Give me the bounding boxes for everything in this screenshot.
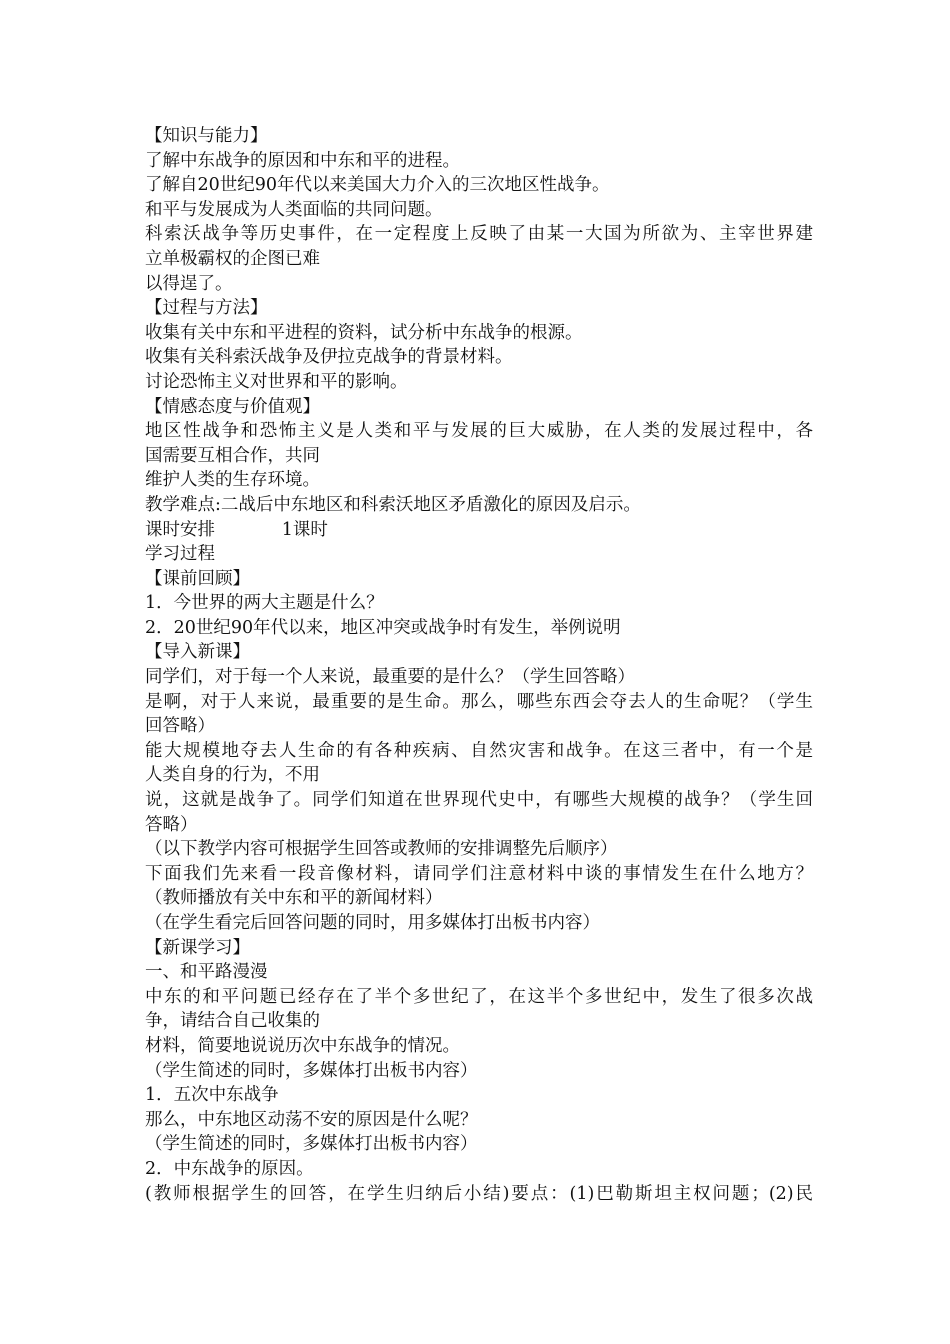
document-line: （学生简述的同时，多媒体打出板书内容） (145, 1134, 478, 1155)
document-line: 科索沃战争等历史事件，在一定程度上反映了由某一大国为所欲为、主宰世界建 (145, 224, 813, 245)
document-line: （以下教学内容可根据学生回答或教师的安排调整先后顺序） (145, 839, 618, 860)
document-line: 了解自20世纪90年代以来美国大力介入的三次地区性战争。 (145, 175, 610, 196)
document-line: 2．20世纪90年代以来，地区冲突或战争时有发生，举例说明 (145, 617, 621, 638)
document-line: 【导入新课】 (145, 642, 250, 663)
document-line: 1．五次中东战争 (145, 1085, 279, 1106)
document-line: 【新课学习】 (145, 937, 250, 958)
document-line: 和平与发展成为人类面临的共同问题。 (145, 199, 443, 220)
document-line: 教学难点:二战后中东地区和科索沃地区矛盾激化的原因及启示。 (145, 494, 641, 515)
document-line: 回答略） (145, 716, 215, 737)
document-line: 材料，简要地说说历次中东战争的情况。 (145, 1035, 460, 1056)
document-line: （教师播放有关中东和平的新闻材料） (145, 888, 443, 909)
document-line: 争，请结合自己收集的 (145, 1011, 320, 1032)
document-line: 一、和平路漫漫 (145, 962, 268, 983)
document-line: 国需要互相合作，共同 (145, 445, 320, 466)
document-line: 了解中东战争的原因和中东和平的进程。 (145, 150, 460, 171)
document-line: (教师根据学生的回答，在学生归纳后小结)要点：(1)巴勒斯坦主权问题；(2)民 (145, 1183, 813, 1204)
document-line: 人类自身的行为，不用 (145, 765, 320, 786)
document-line: 是啊，对于人来说，最重要的是生命。那么，哪些东西会夺去人的生命呢？（学生 (145, 691, 813, 712)
document-line: 【情感态度与价值观】 (145, 396, 320, 417)
document-line: 以得逞了。 (145, 273, 233, 294)
document-line: 【过程与方法】 (145, 298, 268, 319)
document-line: 1．今世界的两大主题是什么？ (145, 593, 384, 614)
document-line: 说，这就是战争了。同学们知道在世界现代史中，有哪些大规模的战争？（学生回 (145, 790, 813, 811)
document-line: 【课前回顾】 (145, 568, 250, 589)
document-line: 地区性战争和恐怖主义是人类和平与发展的巨大威胁，在人类的发展过程中，各 (145, 421, 813, 442)
document-line: 答略） (145, 814, 198, 835)
document-line: 学习过程 (145, 544, 215, 565)
document-line: （学生简述的同时，多媒体打出板书内容） (145, 1060, 478, 1081)
document-line: 2．中东战争的原因。 (145, 1158, 314, 1179)
document-line: 那么，中东地区动荡不安的原因是什么呢？ (145, 1109, 478, 1130)
document-body (145, 124, 813, 1206)
document-line: 收集有关中东和平进程的资料，试分析中东战争的根源。 (145, 322, 583, 343)
document-line: 下面我们先来看一段音像材料，请同学们注意材料中谈的事情发生在什么地方？ (145, 863, 813, 884)
document-line: 能大规模地夺去人生命的有各种疾病、自然灾害和战争。在这三者中，有一个是 (145, 740, 813, 761)
document-line: 收集有关科索沃战争及伊拉克战争的背景材料。 (145, 347, 513, 368)
document-line: 维护人类的生存环境。 (145, 470, 320, 491)
document-line: 讨论恐怖主义对世界和平的影响。 (145, 371, 408, 392)
document-line: 【知识与能力】 (145, 126, 268, 146)
document-line: 立单极霸权的企图已难 (145, 248, 320, 269)
document-line: （在学生看完后回答问题的同时，用多媒体打出板书内容） (145, 913, 600, 933)
document-line: 课时安排 1课时 (145, 519, 328, 540)
document-line: 中东的和平问题已经存在了半个多世纪了，在这半个多世纪中，发生了很多次战 (145, 986, 813, 1007)
document-line: 同学们，对于每一个人来说，最重要的是什么？（学生回答略） (145, 667, 635, 688)
